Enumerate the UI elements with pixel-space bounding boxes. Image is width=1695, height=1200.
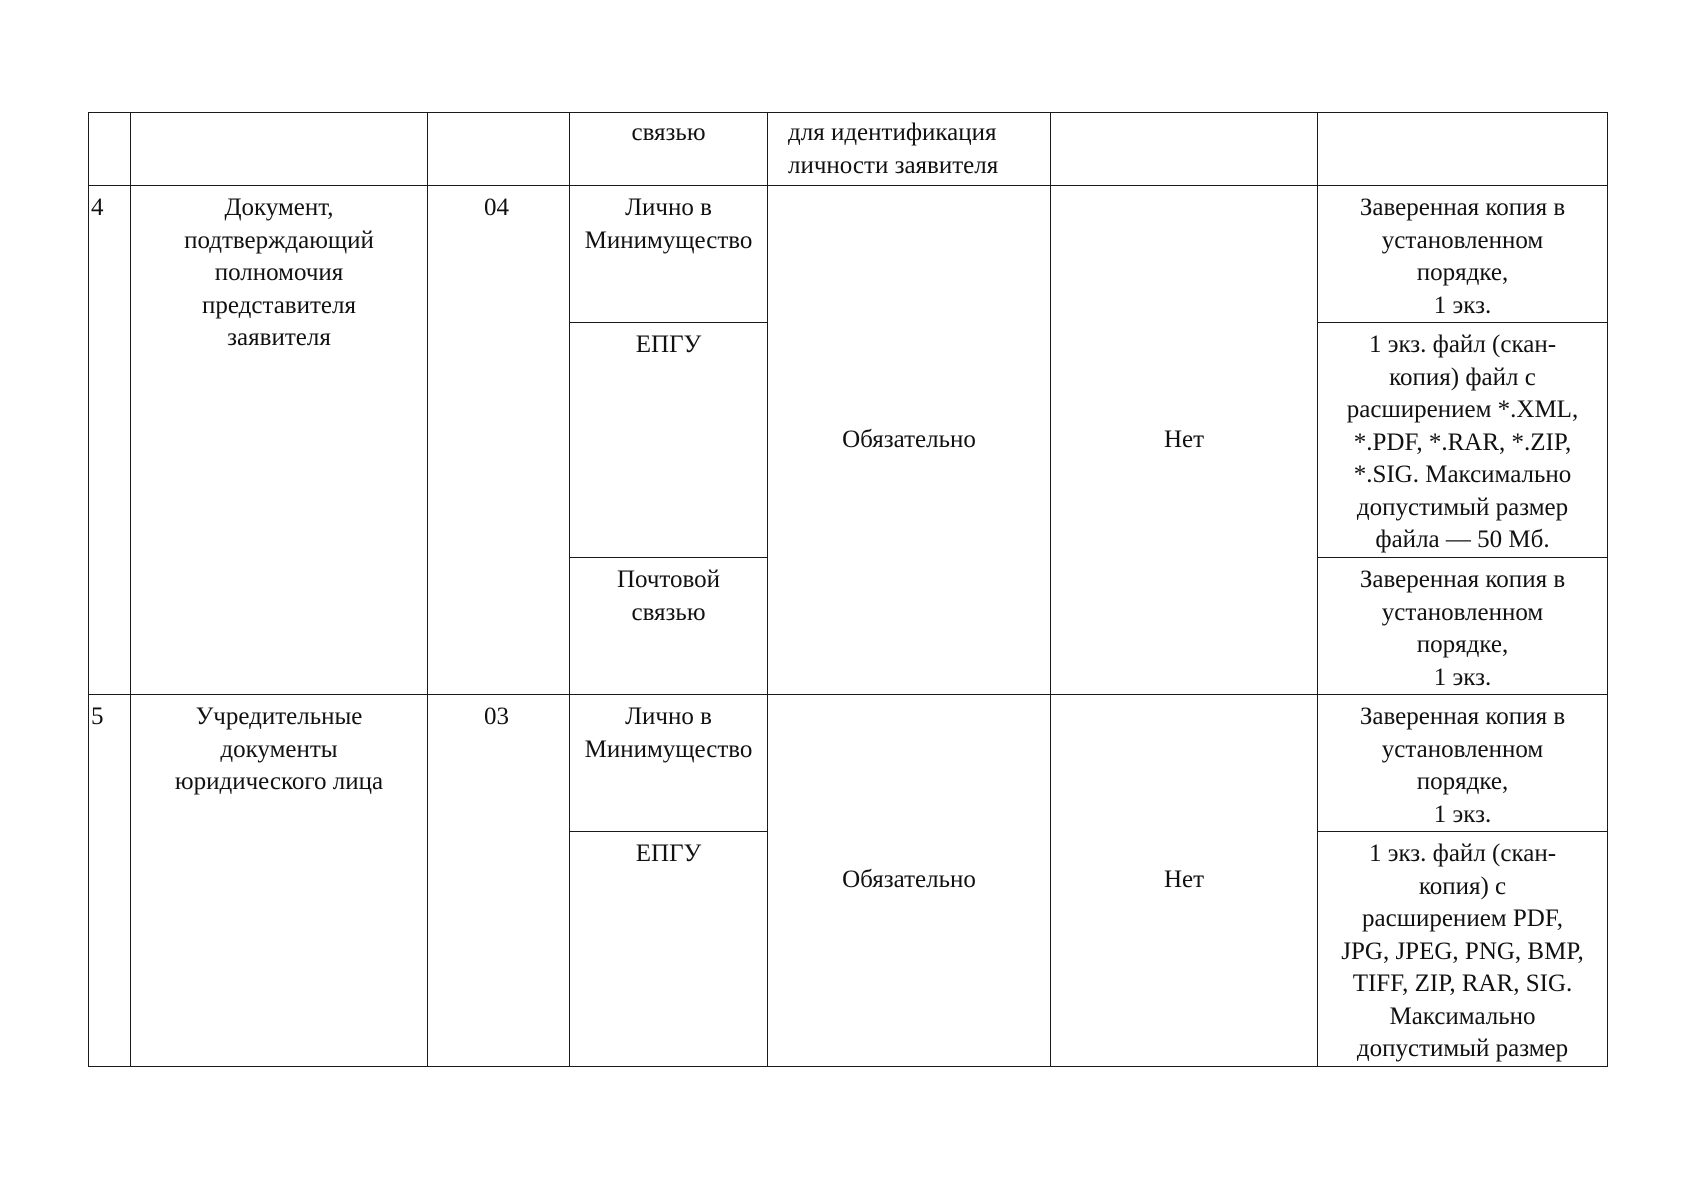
required-cell: Обязательно [768,695,1051,1067]
submission-method-cell: ЕПГУ [570,832,768,1067]
form-cell: 1 экз. файл (скан- копия) файл с расширением *.XML, *.PDF, *.RAR, *.ZIP, *.SIG. Максимально допустимый размер файла — 50 Мб. [1318,323,1608,558]
row-number-cell: 4 [89,186,131,695]
requirements-table [88,112,1608,1067]
interagency-cell: Нет [1051,186,1318,695]
document-name-cell: Учредительные документы юридического лица [131,695,428,1067]
form-cell [1318,113,1608,186]
form-cell: 1 экз. файл (скан- копия) с расширением PDF, JPG, JPEG, PNG, BMP, TIFF, ZIP, RAR, SIG. Максимально допустимый размер [1318,832,1608,1067]
form-cell: Заверенная копия в установленном порядке, 1 экз. [1318,186,1608,323]
code-cell: 04 [428,186,570,695]
interagency-cell [1051,113,1318,186]
row-number-cell: 5 [89,695,131,1067]
submission-method-cell: Почтовой связью [570,558,768,695]
table-row [89,186,1608,323]
form-cell: Заверенная копия в установленном порядке, 1 экз. [1318,558,1608,695]
code-cell [428,113,570,186]
submission-method-cell: Лично в Минимущество [570,695,768,832]
document-name-cell [131,113,428,186]
submission-method-cell: ЕПГУ [570,323,768,558]
document-name-cell: Документ, подтверждающий полномочия представителя заявителя [131,186,428,695]
submission-method-cell: Лично в Минимущество [570,186,768,323]
table-row [89,695,1608,832]
row-number-cell [89,113,131,186]
purpose-cell: для идентификация личности заявителя [768,113,1051,186]
interagency-cell: Нет [1051,695,1318,1067]
table-row-continuation [89,113,1608,186]
form-cell: Заверенная копия в установленном порядке, 1 экз. [1318,695,1608,832]
required-cell: Обязательно [768,186,1051,695]
submission-method-cell: связью [570,113,768,186]
code-cell: 03 [428,695,570,1067]
